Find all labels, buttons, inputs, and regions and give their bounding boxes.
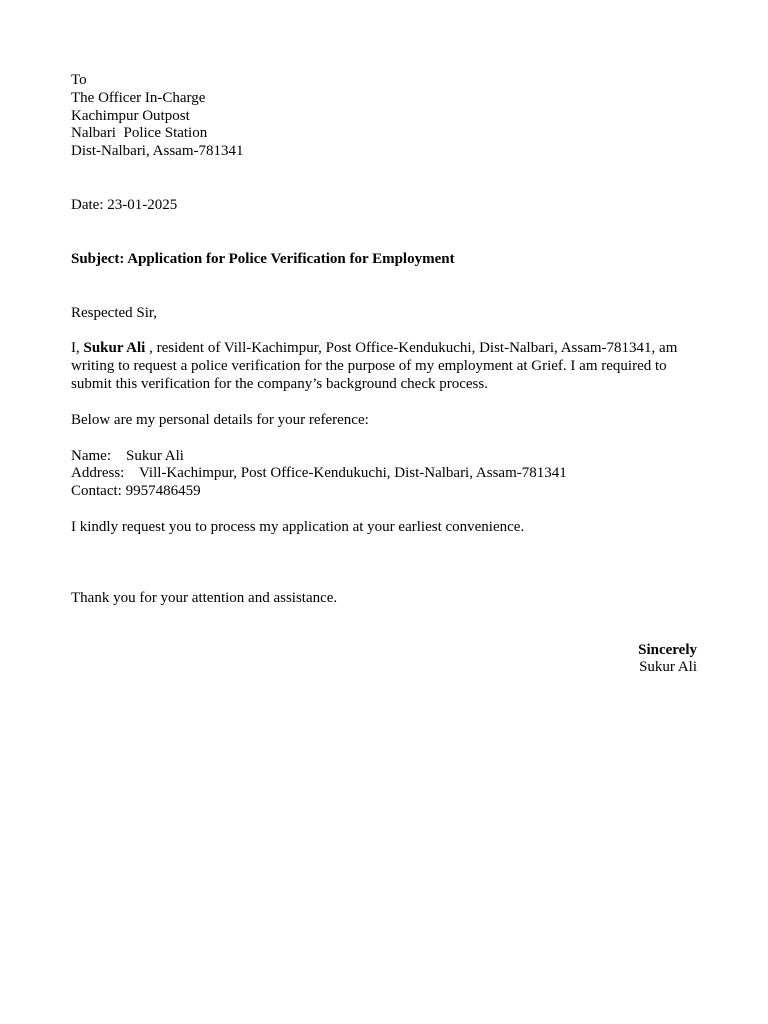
detail-contact-value: 9957486459 [125, 483, 201, 500]
recipient-line-4: Dist-Nalbari, Assam-781341 [71, 143, 244, 160]
sincerely-text: Sincerely [638, 641, 697, 658]
signature-name: Sukur Ali [639, 659, 697, 676]
closing-block [71, 642, 697, 678]
closing-sincerely [71, 642, 697, 660]
detail-name-row [71, 448, 697, 466]
detail-address-row [71, 465, 697, 483]
detail-name-label: Name: [71, 447, 111, 464]
letter-subject [71, 251, 697, 269]
recipient-line-1: The Officer In-Charge [71, 89, 206, 106]
detail-contact-label: Contact: [71, 483, 122, 500]
detail-name-value: Sukur Ali [126, 447, 184, 464]
p1-prefix: I, [71, 340, 84, 357]
letter-date: Date: 23-01-2025 [71, 196, 178, 213]
detail-address-label: Address: [71, 465, 125, 482]
recipient-line-3: Nalbari Police Station [71, 125, 208, 142]
recipient-block [71, 72, 697, 161]
body-paragraph-2: Below are my personal details for your reference: [71, 411, 369, 428]
salutation: Respected Sir, [71, 304, 158, 321]
recipient-line-2: Kachimpur Outpost [71, 107, 190, 124]
applicant-name: Sukur Ali [83, 340, 146, 357]
p1-rest: , resident of Vill-Kachimpur, Post Office-Kendukuchi, Dist-Nalbari, Assam-781341, am writing to request a police verification for the purpose of my employment at Grief. I am required to submit this verification for the company’s background check process. [71, 340, 678, 392]
recipient-to: To [71, 72, 87, 88]
letter-page [71, 72, 697, 677]
personal-details [71, 448, 697, 501]
body-paragraph-1 [71, 340, 697, 393]
subject-text: Subject: Application for Police Verification for Employment [71, 250, 455, 267]
body-paragraph-4: Thank you for your attention and assistance. [71, 589, 338, 606]
body-paragraph-3: I kindly request you to process my application at your earliest convenience. [71, 518, 525, 535]
detail-contact-row [71, 483, 697, 501]
detail-address-value: Vill-Kachimpur, Post Office-Kendukuchi, Dist-Nalbari, Assam-781341 [139, 465, 567, 482]
